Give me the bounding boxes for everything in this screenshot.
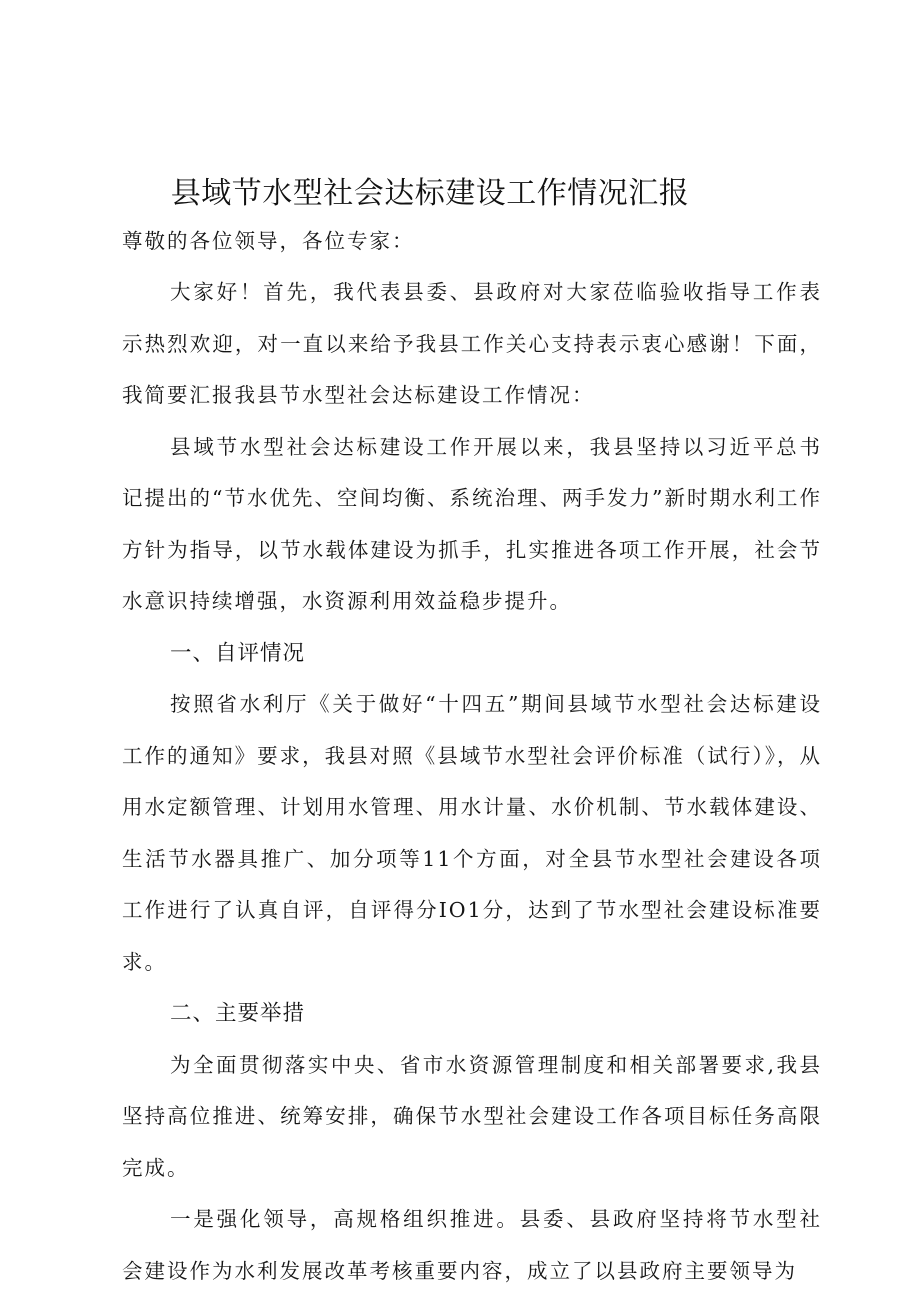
document-title: 县域节水型社会达标建设工作情况汇报 <box>170 176 690 211</box>
paragraph-overview: 县域节水型社会达标建设工作开展以来，我县坚持以习近平总书记提出的“节水优先、空间均衡、系统治理、两手发力”新时期水利工作方针为指导，以节水载体建设为抓手，扎实推进各项工作开展，社会节水意识持续增强，水资源利用效益稳步提升。 <box>122 434 822 613</box>
document-body <box>122 267 822 1297</box>
paragraph-measures-intro: 为全面贯彻落实中央、省市水资源管理制度和相关部署要求,我县坚持高位推进、统筹安排，确保节水型社会建设工作各项目标任务高限完成。 <box>122 1052 822 1180</box>
section-heading-main-measures: 二、主要举措 <box>170 1001 306 1026</box>
paragraph-greeting: 大家好！首先，我代表县委、县政府对大家莅临验收指导工作表示热烈欢迎，对一直以来给予我县工作关心支持表示衷心感谢！下面，我简要汇报我县节水型社会达标建设工作情况： <box>122 280 822 407</box>
salutation: 尊敬的各位领导，各位专家： <box>122 229 415 253</box>
paragraph-leadership: 一是强化领导，高规格组织推进。县委、县政府坚持将节水型社会建设作为水利发展改革考核重要内容，成立了以县政府主要领导为 <box>122 1207 822 1283</box>
paragraph-self-evaluation: 按照省水利厅《关于做好“十四五”期间县域节水型社会达标建设工作的通知》要求，我县对照《县域节水型社会评价标准（试行）》，从用水定额管理、计划用水管理、用水计量、水价机制、节水载体建设、生活节水器具推广、加分项等11个方面，对全县节水型社会建设各项工作进行了认真自评，自评得分IO1分，达到了节水型社会建设标准要求。 <box>122 692 822 974</box>
section-heading-self-evaluation: 一、自评情况 <box>170 640 306 666</box>
